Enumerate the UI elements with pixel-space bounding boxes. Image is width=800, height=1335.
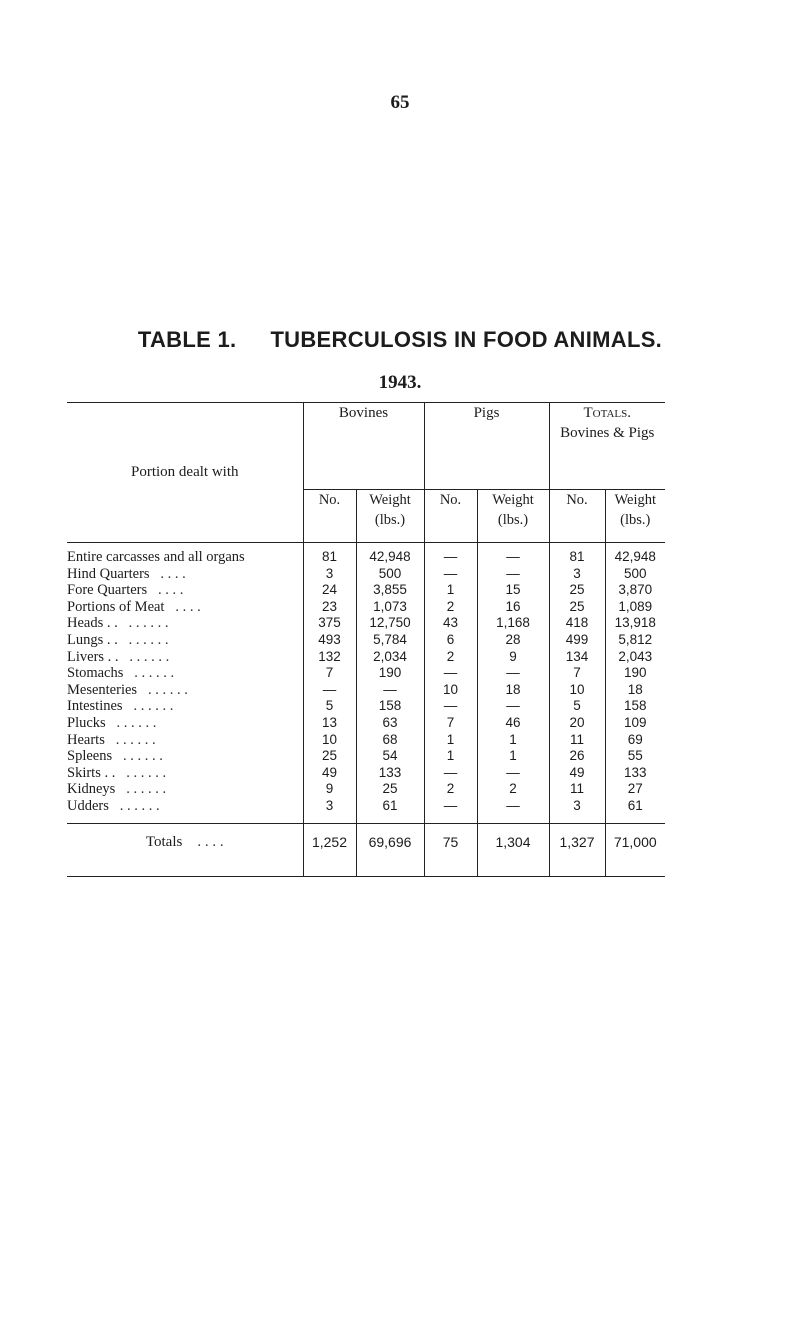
cell-pigs-weight: — <box>477 543 549 566</box>
cell-totals-weight: 18 <box>605 682 665 699</box>
cell-bovines-no: 10 <box>303 732 356 749</box>
cell-bovines-no: 9 <box>303 781 356 798</box>
cell-bovines-weight: 54 <box>356 748 424 765</box>
cell-totals-no: 134 <box>549 649 605 666</box>
cell-totals-no: 3 <box>549 798 605 823</box>
cell-totals-no: 499 <box>549 632 605 649</box>
header-portion: Portion dealt with <box>131 464 239 480</box>
header-pigs-no: No. <box>424 490 477 543</box>
cell-pigs-no: 7 <box>424 715 477 732</box>
cell-pigs-no: 2 <box>424 599 477 616</box>
cell-pigs-weight: 28 <box>477 632 549 649</box>
cell-bovines-weight: 500 <box>356 566 424 583</box>
table-row <box>67 566 665 583</box>
table-row <box>67 798 665 823</box>
cell-totals-weight: 2,043 <box>605 649 665 666</box>
table-row <box>67 543 665 566</box>
cell-totals-no: 3 <box>549 566 605 583</box>
cell-bovines-weight: 63 <box>356 715 424 732</box>
row-label: Plucks . . . . . . <box>67 714 157 731</box>
cell-bovines-weight: 12,750 <box>356 615 424 632</box>
table-row <box>67 665 665 682</box>
row-label: Spleens . . . . . . <box>67 748 163 765</box>
page-number: 65 <box>390 92 410 113</box>
cell-totals-no: 25 <box>549 582 605 599</box>
row-label: Heads . . . . . . . . <box>67 615 169 632</box>
table-title-text: TUBERCULOSIS IN FOOD ANIMALS. <box>270 327 663 352</box>
row-label: Lungs . . . . . . . . <box>67 631 169 648</box>
totals-row <box>67 824 665 877</box>
table-row <box>67 748 665 765</box>
cell-pigs-no: 43 <box>424 615 477 632</box>
row-label: Fore Quarters . . . . <box>67 582 184 599</box>
totals-pigs-no: 75 <box>424 824 477 877</box>
cell-totals-no: 7 <box>549 665 605 682</box>
header-bovines: Bovines <box>303 403 424 490</box>
cell-totals-no: 26 <box>549 748 605 765</box>
cell-bovines-no: 24 <box>303 582 356 599</box>
cell-bovines-weight: 3,855 <box>356 582 424 599</box>
row-label: Intestines . . . . . . <box>67 698 174 715</box>
cell-bovines-no: 3 <box>303 566 356 583</box>
cell-pigs-no: — <box>424 543 477 566</box>
header-totals <box>549 403 665 490</box>
cell-totals-weight: 190 <box>605 665 665 682</box>
row-label: Livers . . . . . . . . <box>67 648 170 665</box>
cell-totals-weight: 133 <box>605 765 665 782</box>
table-row <box>67 781 665 798</box>
totals-bovines-weight: 69,696 <box>356 824 424 877</box>
header-bovines-no: No. <box>303 490 356 543</box>
cell-bovines-weight: 2,034 <box>356 649 424 666</box>
cell-bovines-weight: 25 <box>356 781 424 798</box>
cell-totals-no: 10 <box>549 682 605 699</box>
cell-totals-no: 11 <box>549 781 605 798</box>
header-pigs: Pigs <box>424 403 549 490</box>
cell-bovines-weight: 5,784 <box>356 632 424 649</box>
cell-pigs-no: 6 <box>424 632 477 649</box>
cell-pigs-no: 1 <box>424 582 477 599</box>
table-row <box>67 682 665 699</box>
row-label: Mesenteries . . . . . . <box>67 681 188 698</box>
cell-totals-weight: 69 <box>605 732 665 749</box>
cell-bovines-no: 49 <box>303 765 356 782</box>
table-row <box>67 732 665 749</box>
cell-pigs-no: — <box>424 566 477 583</box>
row-label: Skirts . . . . . . . . <box>67 764 167 781</box>
cell-bovines-no: 132 <box>303 649 356 666</box>
cell-pigs-no: — <box>424 765 477 782</box>
cell-totals-weight: 158 <box>605 698 665 715</box>
table-row <box>67 615 665 632</box>
cell-totals-no: 5 <box>549 698 605 715</box>
cell-totals-weight: 3,870 <box>605 582 665 599</box>
cell-totals-no: 418 <box>549 615 605 632</box>
totals-all-no: 1,327 <box>549 824 605 877</box>
cell-bovines-no: 13 <box>303 715 356 732</box>
cell-pigs-weight: 16 <box>477 599 549 616</box>
cell-totals-weight: 5,812 <box>605 632 665 649</box>
cell-pigs-weight: — <box>477 765 549 782</box>
header-bovines-weight: Weight (lbs.) <box>356 490 424 543</box>
cell-pigs-weight: 15 <box>477 582 549 599</box>
cell-pigs-weight: 1 <box>477 732 549 749</box>
cell-bovines-weight: 133 <box>356 765 424 782</box>
cell-pigs-weight: 2 <box>477 781 549 798</box>
row-label: Hearts . . . . . . <box>67 731 156 748</box>
row-label: Portions of Meat . . . . <box>67 598 201 615</box>
header-totals-subtitle: Bovines & Pigs <box>560 425 655 441</box>
cell-pigs-no: 1 <box>424 748 477 765</box>
totals-all-weight: 71,000 <box>605 824 665 877</box>
cell-pigs-no: 2 <box>424 649 477 666</box>
cell-totals-weight: 1,089 <box>605 599 665 616</box>
cell-bovines-weight: 61 <box>356 798 424 823</box>
cell-pigs-no: 2 <box>424 781 477 798</box>
table-label: TABLE 1. <box>137 327 237 352</box>
cell-bovines-no: — <box>303 682 356 699</box>
row-label: Kidneys . . . . . . <box>67 781 167 798</box>
cell-pigs-weight: 46 <box>477 715 549 732</box>
cell-totals-weight: 27 <box>605 781 665 798</box>
table-year: 1943. <box>378 372 422 393</box>
totals-label: Totals . . . . <box>145 833 224 850</box>
cell-pigs-weight: 9 <box>477 649 549 666</box>
cell-pigs-weight: — <box>477 665 549 682</box>
cell-bovines-weight: — <box>356 682 424 699</box>
table-body <box>67 543 665 823</box>
row-label: Stomachs . . . . . . <box>67 665 175 682</box>
table-row <box>67 582 665 599</box>
cell-totals-no: 20 <box>549 715 605 732</box>
table-row <box>67 765 665 782</box>
table-row <box>67 649 665 666</box>
cell-pigs-weight: — <box>477 566 549 583</box>
cell-totals-no: 81 <box>549 543 605 566</box>
cell-bovines-no: 25 <box>303 748 356 765</box>
cell-pigs-weight: 1,168 <box>477 615 549 632</box>
cell-totals-weight: 109 <box>605 715 665 732</box>
cell-bovines-weight: 1,073 <box>356 599 424 616</box>
totals-pigs-weight: 1,304 <box>477 824 549 877</box>
cell-bovines-no: 7 <box>303 665 356 682</box>
cell-pigs-weight: — <box>477 698 549 715</box>
table-title <box>0 327 800 353</box>
header-totals-title: Totals. <box>583 405 631 421</box>
cell-totals-weight: 61 <box>605 798 665 823</box>
row-label: Entire carcasses and all organs <box>67 549 245 565</box>
cell-bovines-no: 375 <box>303 615 356 632</box>
row-label: Udders . . . . . . <box>67 797 160 814</box>
cell-pigs-no: 1 <box>424 732 477 749</box>
cell-totals-no: 25 <box>549 599 605 616</box>
table-row <box>67 632 665 649</box>
cell-totals-no: 11 <box>549 732 605 749</box>
header-totals-weight: Weight (lbs.) <box>605 490 665 543</box>
row-label: Hind Quarters . . . . <box>67 565 186 582</box>
cell-bovines-weight: 190 <box>356 665 424 682</box>
cell-bovines-weight: 158 <box>356 698 424 715</box>
cell-pigs-no: — <box>424 798 477 823</box>
header-pigs-weight: Weight (lbs.) <box>477 490 549 543</box>
table-row <box>67 698 665 715</box>
cell-totals-weight: 13,918 <box>605 615 665 632</box>
cell-totals-weight: 42,948 <box>605 543 665 566</box>
table-row <box>67 599 665 616</box>
cell-pigs-weight: 1 <box>477 748 549 765</box>
cell-bovines-no: 493 <box>303 632 356 649</box>
table-row <box>67 715 665 732</box>
cell-totals-weight: 500 <box>605 566 665 583</box>
cell-totals-no: 49 <box>549 765 605 782</box>
cell-bovines-no: 3 <box>303 798 356 823</box>
cell-bovines-no: 81 <box>303 543 356 566</box>
cell-pigs-weight: 18 <box>477 682 549 699</box>
tuberculosis-table <box>67 402 665 877</box>
cell-bovines-weight: 42,948 <box>356 543 424 566</box>
totals-bovines-no: 1,252 <box>303 824 356 877</box>
header-totals-no: No. <box>549 490 605 543</box>
cell-bovines-no: 23 <box>303 599 356 616</box>
cell-pigs-no: — <box>424 665 477 682</box>
cell-bovines-no: 5 <box>303 698 356 715</box>
cell-bovines-weight: 68 <box>356 732 424 749</box>
cell-pigs-no: 10 <box>424 682 477 699</box>
cell-totals-weight: 55 <box>605 748 665 765</box>
cell-pigs-no: — <box>424 698 477 715</box>
cell-pigs-weight: — <box>477 798 549 823</box>
